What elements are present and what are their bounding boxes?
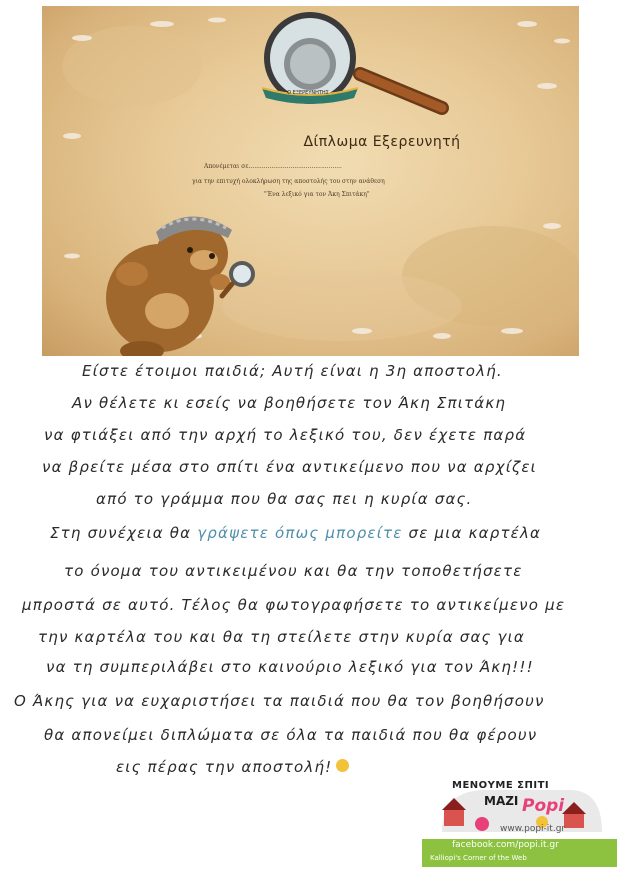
text-segment: εις πέρας την αποστολή! — [116, 758, 333, 776]
text-segment: σε μια καρτέλα — [408, 524, 542, 542]
text-line: Ο Άκης για να ευχαριστήσει τα παιδιά που θα τον βοηθήσουν — [14, 692, 545, 710]
house-icon — [564, 812, 584, 828]
menoume-spiti-logo — [422, 772, 617, 872]
text-line: από το γράμμα που θα σας πει η κυρία σας. — [96, 490, 473, 508]
logo-facebook: facebook.com/popi.it.gr — [452, 840, 559, 850]
text-line: να φτιάξει από την αρχή το λεξικό του, δεν έχετε παρά — [44, 426, 527, 444]
text-line-mixed — [50, 524, 541, 542]
text-line: μπροστά σε αυτό. Τέλος θα φωτογραφήσετε το αντικείμενο με — [22, 596, 566, 614]
logo-mazi: ΜΑΖΙ — [484, 794, 519, 808]
text-line: να βρείτε μέσα στο σπίτι ένα αντικείμενο που να αρχίζει — [42, 458, 537, 476]
text-line-last — [116, 758, 349, 776]
heart-icon — [475, 817, 489, 831]
text-line: να τη συμπεριλάβει στο καινούριο λεξικό για τον Άκη!!! — [46, 658, 534, 676]
highlighted-text: γράψετε όπως μπορείτε — [197, 524, 403, 542]
badge-text: Ο ΕΞΕΡΕΥΝΗΤΗΣ — [287, 90, 329, 96]
logo-headline: ΜΕΝΟΥΜΕ ΣΠΙΤΙ — [452, 780, 550, 791]
logo-website: www.popi-it.gr — [500, 824, 566, 834]
bear-detective-icon — [106, 216, 255, 356]
house-icon — [444, 808, 464, 826]
text-line: θα απονείμει διπλώματα σε όλα τα παιδιά που θα φέρουν — [44, 726, 538, 744]
text-line: Είστε έτοιμοι παιδιά; Αυτή είναι η 3η αποστολή. — [82, 362, 503, 380]
text-segment: Στη συνέχεια θα — [50, 524, 192, 542]
diploma-awarded-line: Απονέμεται σε................................................. — [204, 163, 342, 170]
smiley-icon — [336, 759, 349, 772]
diploma-mission-line: "Ένα λεξικό για τον Άκη Σπιτάκη" — [264, 191, 370, 198]
logo-popi: Popi — [522, 796, 565, 816]
text-line: την καρτέλα του και θα τη στείλετε στην κυρία σας για — [38, 628, 525, 646]
logo-corner-text: Kalliopi's Corner of the Web — [430, 854, 527, 862]
diploma-title: Δίπλωμα Εξερευνητή — [303, 134, 461, 150]
diploma-reason-line: για την επιτυχή ολοκλήρωση της αποστολής του στην ανάθεση — [192, 178, 385, 185]
text-line: το όνομα του αντικειμένου και θα την τοποθετήσετε — [64, 562, 523, 580]
text-line: Αν θέλετε κι εσείς να βοηθήσετε τον Άκη Σπιτάκη — [72, 394, 507, 412]
diploma-image — [42, 6, 579, 356]
